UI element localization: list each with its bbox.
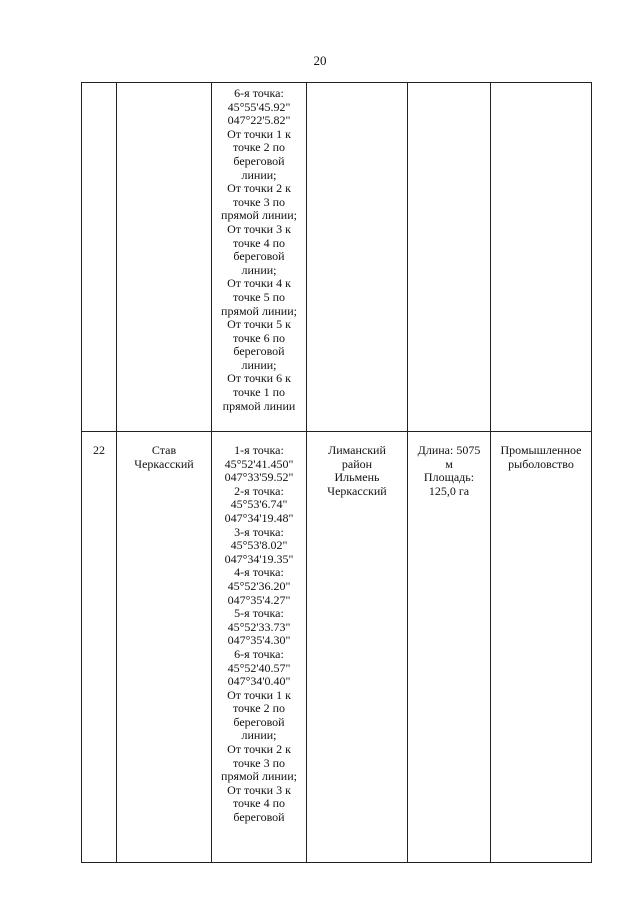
coordinate-line: линии; (241, 262, 277, 277)
coordinate-line: 047°35'4.30" (227, 633, 291, 648)
coordinate-line: 45°52'40.57" (227, 660, 291, 675)
coordinate-line: От точки 2 к (227, 181, 291, 196)
coordinate-line: береговой (233, 344, 285, 359)
coordinate-line: точке 4 по (232, 235, 286, 250)
coordinate-line: От точки 2 к (227, 742, 291, 757)
coordinate-line: береговой (233, 153, 285, 168)
coordinate-line: точке 3 по (232, 194, 286, 209)
cell-purpose: Промышленное рыболовство (491, 432, 592, 863)
coordinate-line: точке 3 по (232, 755, 286, 770)
coordinate-line: 6-я точка: (234, 646, 284, 661)
coordinate-line: прямой линии; (221, 303, 297, 318)
fishing-areas-table (81, 82, 592, 863)
coordinate-line: 3-я точка: (234, 524, 284, 539)
coordinate-line: 45°52'33.73" (227, 619, 291, 634)
coordinate-line: линии; (241, 728, 277, 743)
coordinate-line: линии; (241, 167, 277, 182)
coordinate-line: прямой линии; (221, 208, 297, 223)
coordinate-line: От точки 3 к (227, 221, 291, 236)
coordinate-line: 6-я точка: (234, 86, 284, 100)
cell-index (82, 83, 117, 432)
coordinate-line: 4-я точка: (234, 565, 284, 580)
coordinate-line: От точки 4 к (227, 276, 291, 291)
cell-name (117, 83, 212, 432)
coordinate-line: точке 5 по (232, 289, 286, 304)
cell-location: Лиманский район Ильмень Черкасский (307, 432, 408, 863)
coordinate-line: 45°52'41.450" (224, 456, 294, 471)
cell-coordinates (212, 83, 307, 432)
table-row-continuation (82, 83, 592, 432)
coordinate-line: 45°55'45.92" (227, 99, 291, 114)
coordinate-line: точке 2 по (232, 140, 286, 155)
coordinate-line: 1-я точка: (234, 443, 284, 457)
cell-purpose (491, 83, 592, 432)
coordinate-line: точке 1 по (232, 385, 286, 400)
coordinate-line: 047°33'59.52" (224, 470, 294, 485)
coordinate-line: 047°22'5.82" (227, 113, 291, 128)
cell-size: Длина: 5075 м Площадь: 125,0 га (408, 432, 491, 863)
coordinate-line: 5-я точка: (234, 606, 284, 621)
cell-location (307, 83, 408, 432)
coordinate-line: 45°53'6.74" (230, 497, 288, 512)
coordinate-line: 45°52'36.20" (227, 578, 291, 593)
coordinate-line: точке 2 по (232, 701, 286, 716)
cell-coordinates (212, 432, 307, 863)
coordinate-line: От точки 1 к (227, 687, 291, 702)
cell-size (408, 83, 491, 432)
cell-index: 22 (82, 432, 117, 863)
coordinate-line: линии; (241, 357, 277, 372)
coordinate-line: 45°53'8.02" (230, 538, 288, 553)
coordinate-line: точке 4 по (232, 796, 286, 811)
coordinate-line: береговой (233, 249, 285, 264)
coordinate-line: прямой линии; (221, 769, 297, 784)
coordinate-line: береговой (233, 810, 285, 825)
table-row-22 (82, 432, 592, 863)
coordinate-line: береговой (233, 714, 285, 729)
coordinate-line: От точки 1 к (227, 126, 291, 141)
coordinate-line: 047°34'19.35" (224, 551, 294, 566)
coordinate-line: точке 6 по (232, 330, 286, 345)
coordinate-line: От точки 3 к (227, 782, 291, 797)
coordinate-line: От точки 6 к (227, 371, 291, 386)
coordinate-line: 2-я точка: (234, 483, 284, 498)
coordinate-line: прямой линии (222, 398, 296, 413)
cell-name: Став Черкасский (117, 432, 212, 863)
coordinate-line: От точки 5 к (227, 317, 291, 332)
coordinate-line: 047°34'0.40" (227, 674, 291, 689)
page-number: 20 (313, 53, 327, 68)
coordinate-line: 047°34'19.48" (224, 510, 294, 525)
coordinate-line: 047°35'4.27" (227, 592, 291, 607)
